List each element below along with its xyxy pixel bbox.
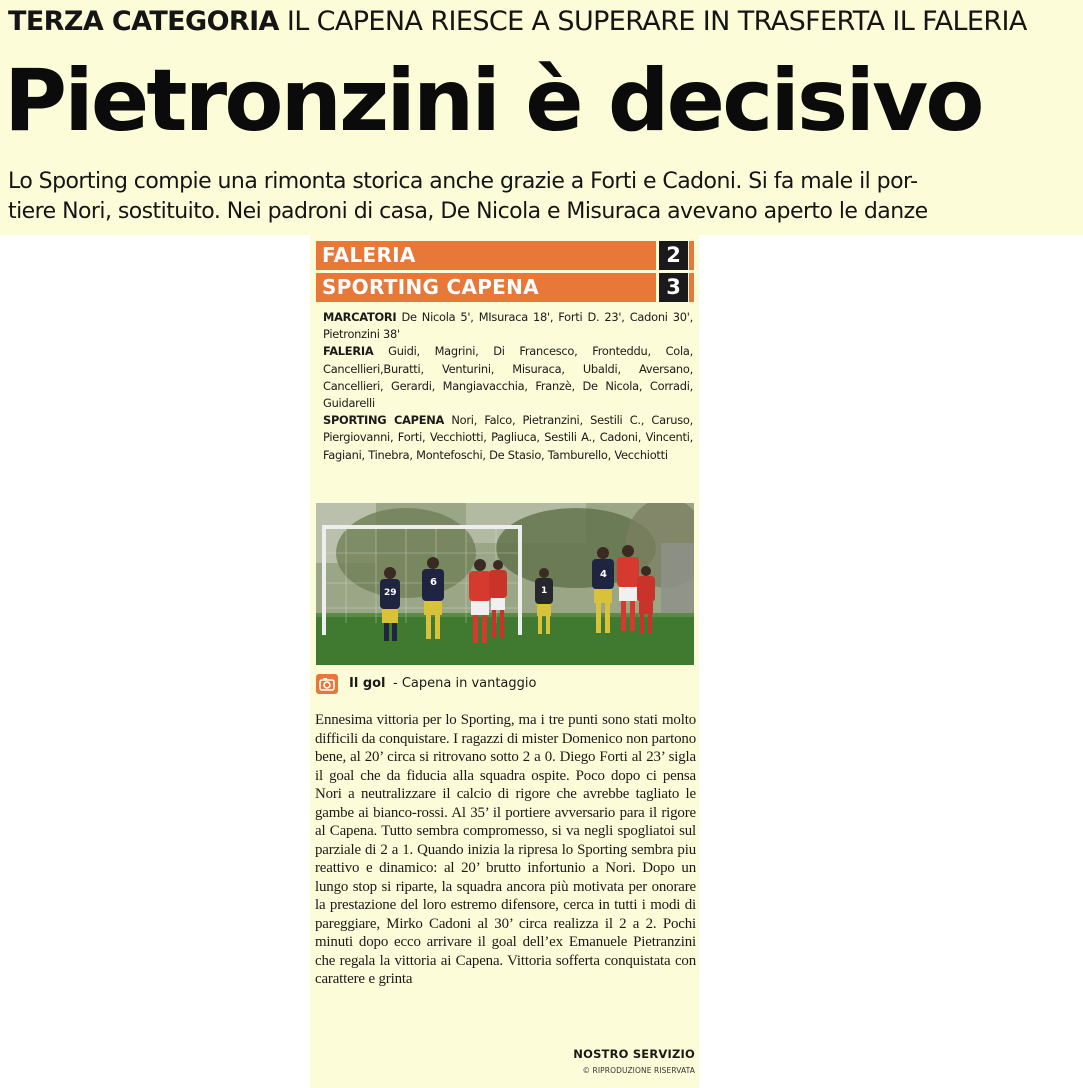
away-lineup-paragraph	[323, 412, 693, 464]
section-label: TERZA CATEGORIA	[8, 6, 279, 37]
photo-caption	[316, 671, 696, 697]
home-lineup-list: Guidi, Magrini, Di Francesco, Fronteddu, Cola, Cancellieri,Buratti, Venturini, Misuraca, Ubaldi, Aversano, Cancellieri, Gerardi, Mangiavacchia, Franzè, De Nicola, Corradi, Guidarelli	[323, 344, 694, 411]
match-photo-illustration	[316, 503, 694, 665]
away-lineup-list: Nori, Falco, Pietranzini, Sestili C., Caruso, Piergiovanni, Forti, Vecchiotti, Pagliuca, Sestili A., Cadoni, Vincenti, Fagiani, Tinebra, Montefoschi, De Stasio, Tamburello, Vecchiotti	[323, 413, 693, 462]
byline: NOSTRO SERVIZIO	[573, 1047, 695, 1061]
score-row-away	[316, 273, 694, 302]
kicker-text: IL CAPENA RIESCE A SUPERARE IN TRASFERTA IL FALERIA	[286, 6, 1027, 37]
home-lineup-paragraph	[323, 343, 693, 412]
score-row-edge	[689, 241, 694, 270]
home-team-name: FALERIA	[316, 241, 656, 270]
match-report-box	[323, 309, 693, 464]
score-row-home	[316, 241, 694, 270]
caption-title: Il gol	[349, 676, 386, 691]
match-photo	[316, 503, 694, 665]
jersey-number: 4	[600, 569, 607, 580]
jersey-number: 29	[384, 588, 397, 598]
deck-line-2: tiere Nori, sostituito. Nei padroni di casa, De Nicola e Misuraca avevano aperto le danze	[8, 199, 928, 224]
home-score: 2	[659, 241, 688, 270]
away-lineup-label: SPORTING CAPENA	[323, 413, 445, 428]
jersey-number: 1	[541, 586, 548, 596]
away-score: 3	[659, 273, 688, 302]
deck-line-1: Lo Sporting compie una rimonta storica anche grazie a Forti e Cadoni. Si fa male il por-	[8, 169, 918, 194]
copyright-notice: © RIPRODUZIONE RISERVATA	[582, 1066, 695, 1075]
scorers-list: De Nicola 5', MIsuraca 18', Forti D. 23', Cadoni 30', Pietronzini 38'	[323, 310, 694, 342]
caption-text: - Capena in vantaggio	[393, 676, 537, 691]
scorers-label: MARCATORI	[323, 310, 397, 324]
home-lineup-label: FALERIA	[323, 344, 374, 359]
score-row-edge	[689, 273, 694, 302]
deck	[8, 167, 1078, 227]
camera-icon	[316, 674, 338, 694]
headline: Pietronzini è decisivo	[4, 51, 982, 151]
jersey-number: 6	[430, 577, 437, 588]
article-body: Ennesima vittoria per lo Sporting, ma i tre punti sono stati molto difficili da conquistare. I ragazzi di mister Domenico non partono bene, al 20’ circa si ritrovano sotto 2 a 0. Diego Forti al 23’ sigla il goal che da fiducia alla squadra ospite. Poco dopo ci pensa Nori a neutralizzare il calcio di rigore che avrebbe tagliato le gambe ai bianco-rossi. Al 35’ il portiere avversario para il rigore al Capena. Tutto sembra compromesso, si va negli spogliatoi sul parziale di 2 a 1. Quando inizia la ripresa lo Sporting sembra piu reattivo e dinamico: al 20’ brutto infortunio a Nori. Dopo un lungo stop si riparte, la squadra ancora più motivata per onorare la prestazione del loro estremo difensore, cerca in tutti i modi di pareggiare, Mirko Cadoni al 30’ circa realizza il 2 a 2. Pochi minuti dopo ecco arrivare il goal dell’ex Emanuele Pietranzini che regala la vittoria ai Capena. Vittoria sofferta conquistata con carattere e grinta	[315, 712, 696, 987]
article-column	[310, 235, 699, 1088]
article-header	[0, 0, 1083, 235]
scorers-paragraph	[323, 309, 693, 343]
away-team-name: SPORTING CAPENA	[316, 273, 656, 302]
section-kicker	[8, 2, 1027, 42]
